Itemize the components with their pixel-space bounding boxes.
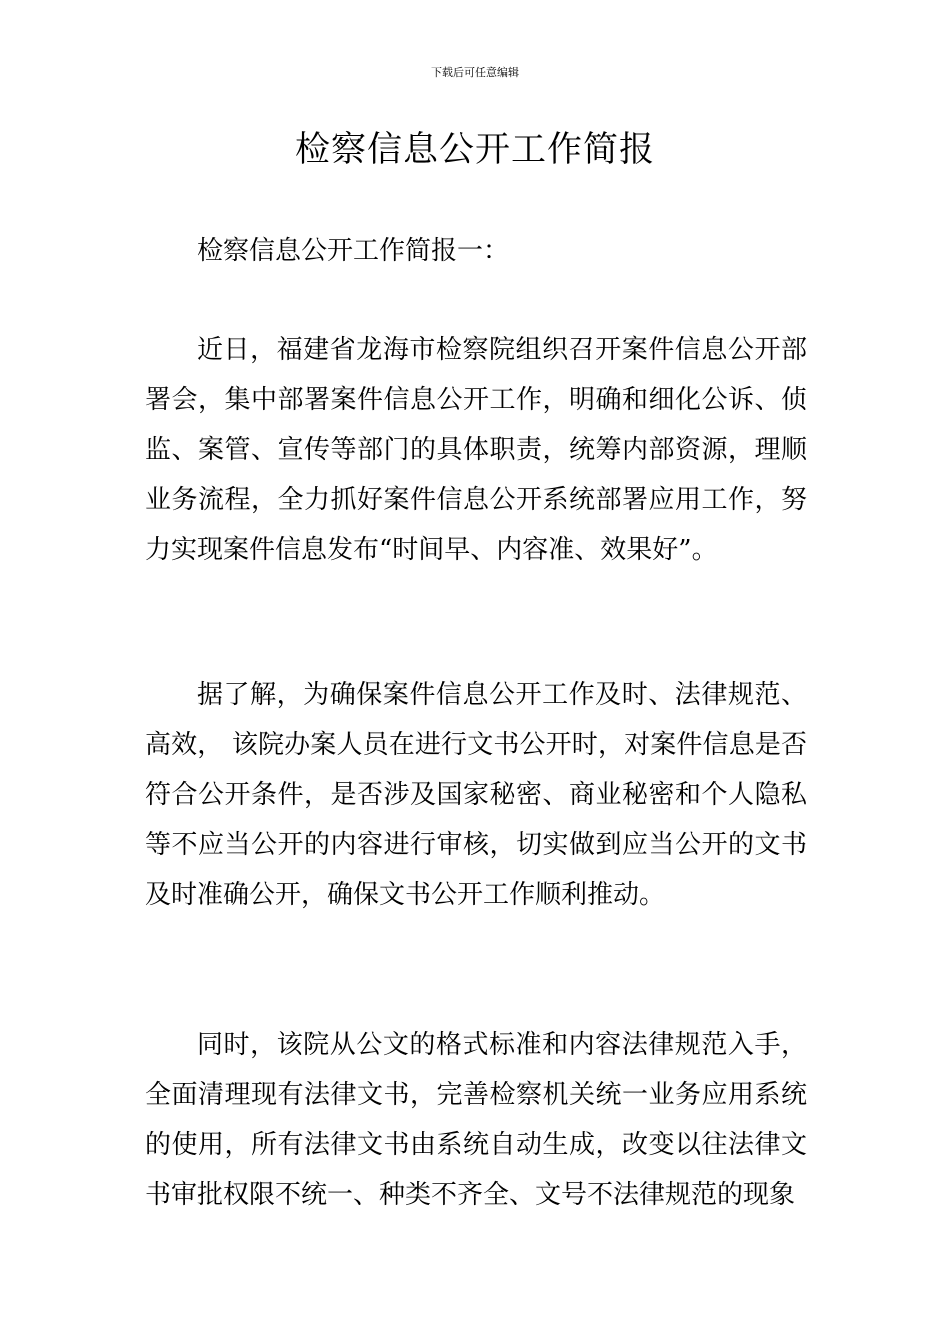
paragraph-3: 同时，该院从公文的格式标准和内容法律规范入手，全面清理现有法律文书，完善检察机关统一业务应用系统的使用，所有法律文书由系统自动生成，改变以往法律文书审批权限不统一、种类不齐全、文号不法律规范的现象 <box>145 1030 807 1210</box>
paragraph-1: 近日，福建省龙海市检察院组织召开案件信息公开部署会，集中部署案件信息公开工作，明确和细化公诉、侦监、案管、宣传等部门的具体职责，统筹内部资源，理顺业务流程，全力抓好案件信息公开系统部署应用工作，努力实现案件信息发布“时间早、内容准、效果好”。 <box>145 335 807 565</box>
section-subtitle: 检察信息公开工作简报一： <box>197 236 510 266</box>
paragraph-2: 据了解，为确保案件信息公开工作及时、法律规范、高效， 该院办案人员在进行文书公开时，对案件信息是否符合公开条件，是否涉及国家秘密、商业秘密和个人隐私等不应当公开的内容进行审核，切实做到应当公开的文书及时准确公开，确保文书公开工作顺利推动。 <box>145 680 807 910</box>
document-title: 检察信息公开工作简报 <box>294 130 655 170</box>
header-note: 下载后可任意编辑 <box>431 66 519 79</box>
